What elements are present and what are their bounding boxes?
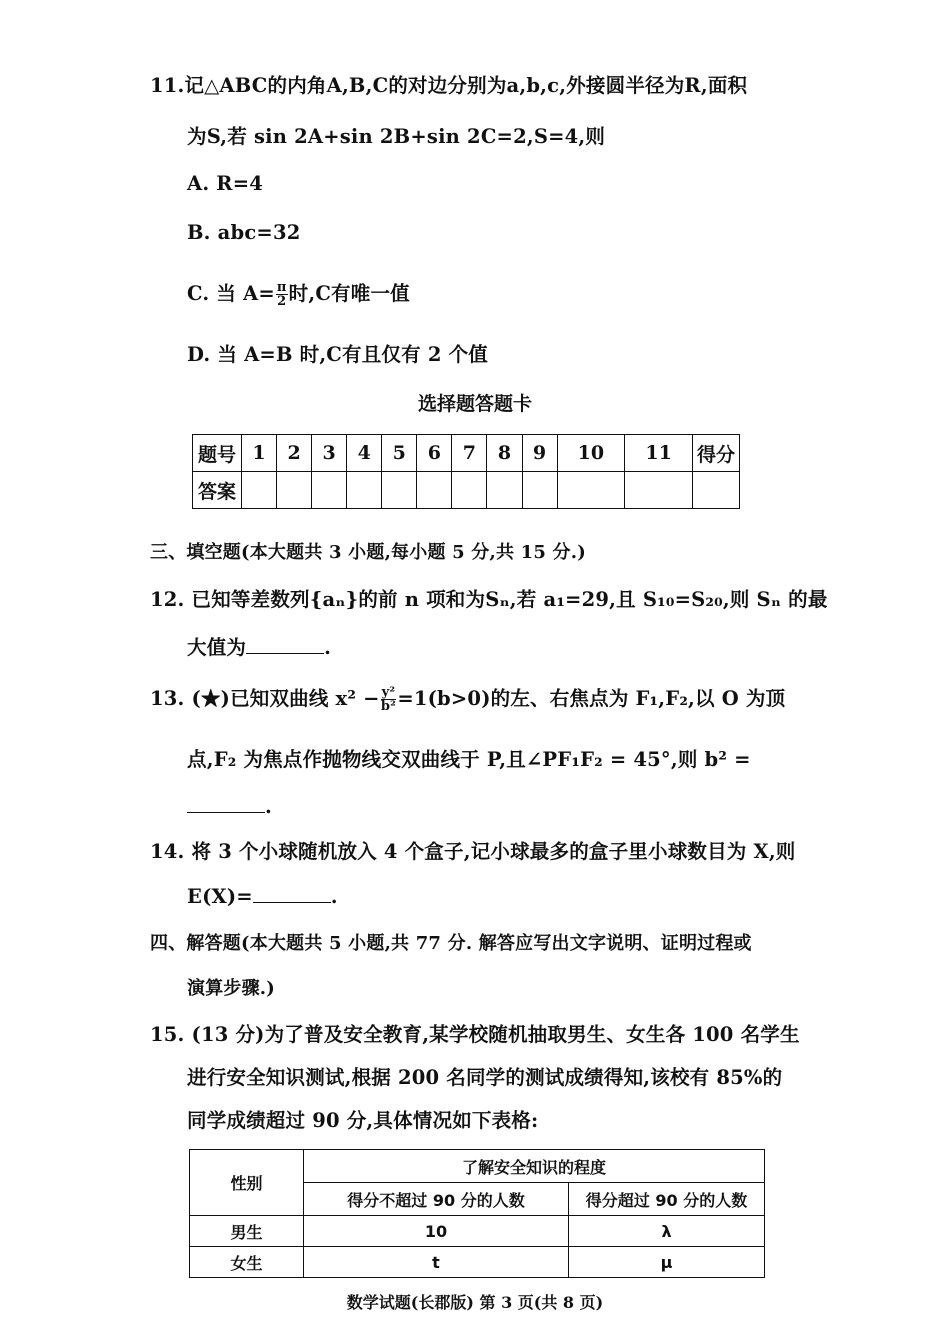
q11-option-a: A. R=4 — [187, 172, 264, 195]
answer-label: 答案 — [193, 472, 242, 509]
q15-stem-line2: 进行安全知识测试,根据 200 名同学的测试成绩得知,该校有 85%的 — [187, 1066, 783, 1089]
answer-cell[interactable] — [347, 472, 382, 509]
answer-cell[interactable] — [277, 472, 312, 509]
q14-line2-post: . — [330, 885, 338, 908]
q13-answer-blank[interactable] — [187, 794, 265, 813]
q13-stem-line3 — [187, 794, 272, 818]
answer-card-number-row — [193, 435, 740, 472]
section4-heading-line2: 演算步骤.) — [187, 978, 275, 999]
q14-stem-line2 — [187, 884, 338, 908]
answer-cell[interactable] — [382, 472, 417, 509]
q14-line2-pre: E(X)= — [187, 885, 253, 908]
answer-cell[interactable] — [487, 472, 522, 509]
question-number-cell: 7 — [452, 435, 487, 472]
q14-answer-blank[interactable] — [253, 884, 331, 903]
question-number-cell: 10 — [557, 435, 625, 472]
q12-stem-line2 — [187, 632, 331, 660]
question-number-cell: 1 — [242, 435, 277, 472]
q13-line1-post: =1(b>0)的左、右焦点为 F₁,F₂,以 O 为顶 — [397, 687, 786, 710]
q13-line1-pre: 13. (★)已知双曲线 x² − — [150, 687, 380, 710]
q11-stem-line2: 为S,若 sin 2A+sin 2B+sin 2C=2,S=4,则 — [187, 125, 606, 148]
row-le90-count: 10 — [304, 1216, 569, 1247]
survey-table — [189, 1149, 765, 1278]
answer-cell[interactable] — [452, 472, 487, 509]
question-number-cell: 2 — [277, 435, 312, 472]
question-number-cell: 5 — [382, 435, 417, 472]
row-gender: 男生 — [190, 1216, 304, 1247]
q12-line2-pre: 大值为 — [187, 636, 247, 659]
q12-answer-blank[interactable] — [246, 635, 324, 654]
score-le90-column-header: 得分不超过 90 分的人数 — [304, 1183, 569, 1216]
question-number-cell: 11 — [625, 435, 693, 472]
fraction-denominator: b² — [380, 699, 397, 714]
row-le90-count: t — [304, 1247, 569, 1278]
answer-cell[interactable] — [557, 472, 625, 509]
section4-heading-line1: 四、解答题(本大题共 5 小题,共 77 分. 解答应写出文字说明、证明过程或 — [150, 933, 752, 954]
fraction-numerator: y² — [381, 685, 396, 700]
q11-option-d: D. 当 A=B 时,C有且仅有 2 个值 — [187, 343, 488, 366]
question-number-cell: 9 — [522, 435, 557, 472]
row-gt90-count: μ — [569, 1247, 765, 1278]
fraction-denominator: 2 — [277, 294, 287, 309]
fraction-numerator: π — [276, 280, 287, 295]
q11-option-c — [187, 278, 410, 308]
q14-stem-line1: 14. 将 3 个小球随机放入 4 个盒子,记小球最多的盒子里小球数目为 X,则 — [150, 840, 796, 863]
answer-cell[interactable] — [522, 472, 557, 509]
question-number-cell: 8 — [487, 435, 522, 472]
row-gender: 女生 — [190, 1247, 304, 1278]
score-gt90-column-header: 得分超过 90 分的人数 — [569, 1183, 765, 1216]
q13-line3-post: . — [265, 795, 272, 818]
question-number-label: 题号 — [193, 435, 242, 472]
gender-column-header: 性别 — [190, 1150, 304, 1216]
q11-option-b: B. abc=32 — [187, 221, 301, 244]
q15-stem-line3: 同学成绩超过 90 分,具体情况如下表格: — [187, 1109, 539, 1132]
q13-stem-line2: 点,F₂ 为焦点作抛物线交双曲线于 P,且∠PF₁F₂ = 45°,则 b² = — [187, 748, 751, 771]
page-footer: 数学试题(长郡版) 第 3 页(共 8 页) — [346, 1293, 604, 1312]
q12-stem-line1: 12. 已知等差数列{aₙ}的前 n 项和为Sₙ,若 a₁=29,且 S₁₀=S₂₀,则 Sₙ 的最 — [150, 588, 828, 611]
section3-heading: 三、填空题(本大题共 3 小题,每小题 5 分,共 15 分.) — [150, 542, 586, 563]
answer-card-table — [192, 434, 740, 509]
y2-over-b2-fraction — [381, 686, 397, 713]
answer-cell[interactable] — [417, 472, 452, 509]
row-gt90-count: λ — [569, 1216, 765, 1247]
table-row — [190, 1216, 765, 1247]
question-number-cell: 4 — [347, 435, 382, 472]
answer-cell[interactable] — [312, 472, 347, 509]
knowledge-group-header: 了解安全知识的程度 — [304, 1150, 765, 1183]
q11-option-c-pre: C. 当 A= — [187, 282, 275, 305]
table-row — [190, 1247, 765, 1278]
answer-cell[interactable] — [242, 472, 277, 509]
answer-card-answer-row — [193, 472, 740, 509]
q12-line2-post: . — [324, 636, 332, 659]
score-cell[interactable] — [693, 472, 740, 509]
q13-stem-line1 — [150, 683, 785, 713]
pi-over-2-fraction — [276, 281, 288, 308]
answer-card-title: 选择题答题卡 — [417, 393, 532, 415]
survey-table-header-row — [190, 1150, 765, 1183]
answer-cell[interactable] — [625, 472, 693, 509]
q11-option-c-post: 时,C有唯一值 — [288, 282, 410, 305]
q15-stem-line1: 15. (13 分)为了普及安全教育,某学校随机抽取男生、女生各 100 名学生 — [150, 1023, 800, 1046]
question-number-cell: 3 — [312, 435, 347, 472]
score-label: 得分 — [693, 435, 740, 472]
question-number-cell: 6 — [417, 435, 452, 472]
q11-stem-line1: 11.记△ABC的内角A,B,C的对边分别为a,b,c,外接圆半径为R,面积 — [150, 74, 748, 97]
